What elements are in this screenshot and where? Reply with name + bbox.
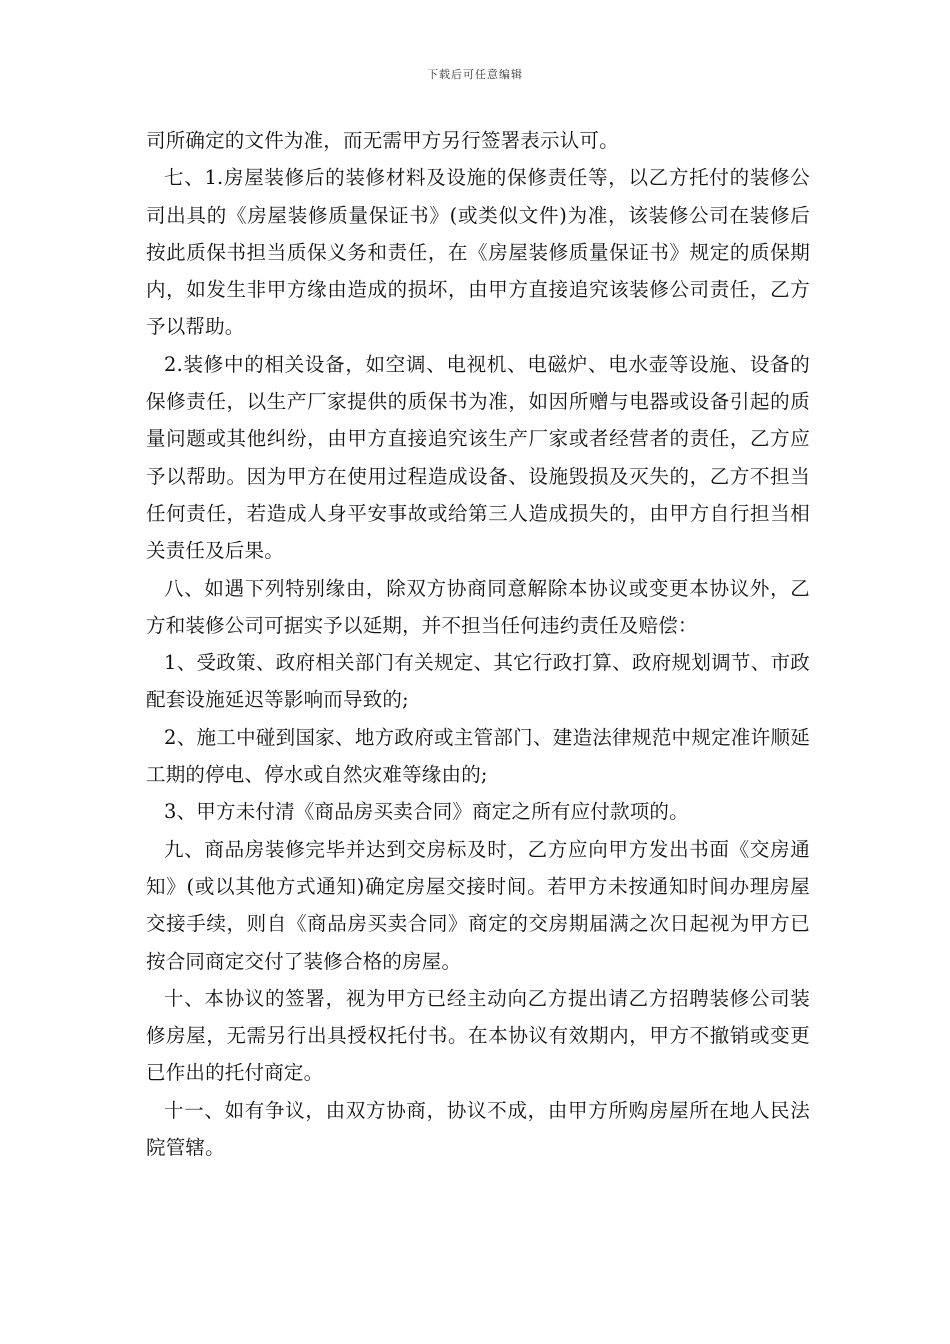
paragraph-clause-8-item-2: 2、施工中碰到国家、地方政府或主管部门、建造法律规范中规定准许顺延工期的停电、停水或自然灾难等缘由的; — [146, 725, 810, 787]
paragraph-clause-7-2: 2.装修中的相关设备，如空调、电视机、电磁炉、电水壶等设施、设备的保修责任，以生产厂家提供的质保书为准，如因所赠与电器或设备引起的质量问题或其他纠纷，由甲方直接追究该生产厂家或者经营者的责任，乙方应予以帮助。因为甲方在使用过程造成设备、设施毁损及灭失的，乙方不担当任何责任，若造成人身平安事故或给第三人造成损失的，由甲方自行担当相关责任及后果。 — [146, 352, 810, 563]
paragraph-clause-8-item-3: 3、甲方未付清《商品房买卖合同》商定之所有应付款项的。 — [164, 800, 689, 824]
page-header: 下载后可任意编辑 — [427, 68, 523, 81]
paragraph-clause-11: 十一、如有争议，由双方协商，协议不成，由甲方所购房屋所在地人民法院管辖。 — [146, 1098, 810, 1160]
paragraph-continuation: 司所确定的文件为准，而无需甲方另行签署表示认可。 — [146, 129, 619, 152]
paragraph-clause-9: 九、商品房装修完毕并达到交房标及时，乙方应向甲方发出书面《交房通知》(或以其他方式通知)确定房屋交接时间。若甲方未按通知时间办理房屋交接手续，则自《商品房买卖合同》商定的交房期届满之次日起视为甲方已按合同商定交付了装修合格的房屋。 — [146, 837, 810, 973]
paragraph-clause-7-1: 七、1.房屋装修后的装修材料及设施的保修责任等，以乙方托付的装修公司出具的《房屋装修质量保证书》(或类似文件)为准，该装修公司在装修后按此质保书担当质保义务和责任，在《房屋装修质量保证书》规定的质保期内，如发生非甲方缘由造成的损坏，由甲方直接追究该装修公司责任，乙方予以帮助。 — [146, 166, 810, 339]
document-body — [146, 122, 810, 1166]
paragraph-clause-8: 八、如遇下列特别缘由，除双方协商同意解除本协议或变更本协议外，乙方和装修公司可据实予以延期，并不担当任何违约责任及赔偿： — [146, 576, 810, 637]
paragraph-clause-10: 十、本协议的签署，视为甲方已经主动向乙方提出请乙方招聘装修公司装修房屋，无需另行出具授权托付书。在本协议有效期内，甲方不撤销或变更已作出的托付商定。 — [146, 986, 810, 1085]
paragraph-clause-8-item-1: 1、受政策、政府相关部门有关规定、其它行政打算、政府规划调节、市政配套设施延迟等影响而导致的; — [146, 651, 810, 712]
